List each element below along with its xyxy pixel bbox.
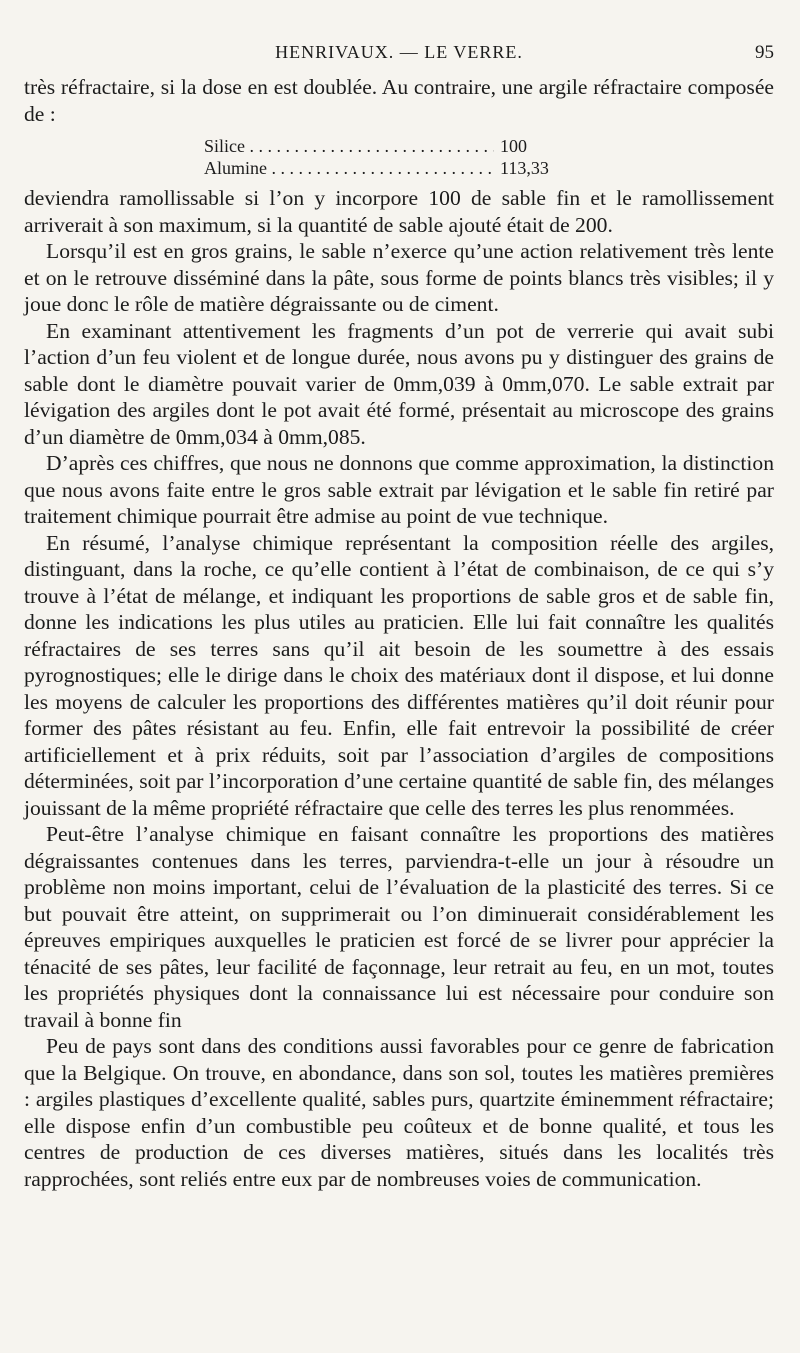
composition-label: Silice . . . [204, 135, 494, 157]
composition-table [204, 135, 774, 179]
composition-value: 113,33 [500, 158, 549, 178]
composition-value: 100 [500, 136, 527, 156]
body-paragraph: deviendra ramollissable si l’on y incorpore 100 de sable fin et le ramollissement arriverait à son maximum, si la quantité de sable ajouté était de 200. [24, 186, 774, 237]
running-head [24, 42, 774, 66]
body-paragraph: En examinant attentivement les fragments d’un pot de verrerie qui avait subi l’action d’un feu violent et de longue durée, nous avons pu y distinguer des grains de sable dont le diamètre pouvait varier de 0mm,039 à 0mm,070. Le sable extrait par lévigation des argiles dont le pot avait été formé, présentait au microscope des grains d’un diamètre de 0mm,034 à 0mm,085. [24, 318, 774, 449]
page-body [24, 74, 774, 1192]
intro-paragraph: très réfractaire, si la dose en est doublée. Au contraire, une argile réfractaire composée de : [24, 75, 774, 126]
body-paragraph: En résumé, l’analyse chimique représentant la composition réelle des argiles, distinguant, dans la roche, ce qu’elle contient à l’état de combinaison, de ce qui s’y trouve à l’état de mélange, et indiquant les proportions de sable gros et de sable fin, donne les indications les plus utiles au praticien. Elle lui fait connaître les qualités réfractaires de ses terres sans qu’il ait besoin de les soumettre à des essais pyrognostiques; elle le dirige dans le choix des matériaux dont il dispose, et lui donne les moyens de calculer les proportions des différentes matières qu’il doit réunir pour former des pâtes résistant au feu. Enfin, elle fait entrevoir la possibilité de créer artificiellement et à prix réduits, soit par l’association d’argiles de compositions déterminées, soit par l’incorporation d’une certaine quantité de sable fin, des mélanges jouissant de la même propriété réfractaire que celle des terres les plus renommées. [24, 530, 774, 820]
composition-label: Alumine . . . [204, 157, 494, 179]
running-title: HENRIVAUX. — LE VERRE. [275, 42, 523, 62]
body-paragraph: D’après ces chiffres, que nous ne donnons que comme approximation, la distinction que nous avons faite entre le gros sable extrait par lévigation et le sable fin retiré par traitement chimique pourrait être admise au point de vue technique. [24, 451, 774, 528]
page-number: 95 [755, 42, 774, 63]
composition-row [204, 135, 774, 157]
composition-row [204, 157, 774, 179]
body-paragraph: Peu de pays sont dans des conditions aussi favorables pour ce genre de fabrication que la Belgique. On trouve, en abondance, dans son sol, toutes les matières premières : argiles plastiques d’excellente qualité, sables purs, quartzite éminemment réfractaire; elle dispose enfin d’un combustible peu coûteux et de bonne qualité, et tous les centres de production de ces diverses matières, situés dans les localités très rapprochées, sont reliés entre eux par de nombreuses voies de communication. [24, 1034, 774, 1191]
body-paragraph: Lorsqu’il est en gros grains, le sable n’exerce qu’une action relativement très lente et on le retrouve disséminé dans la pâte, sous forme de points blancs très visibles; il y joue donc le rôle de matière dégraissante ou de ciment. [24, 239, 774, 316]
body-paragraph: Peut-être l’analyse chimique en faisant connaître les proportions des matières dégraissantes contenues dans les terres, parviendra-t-elle un jour à résoudre un problème non moins important, celui de l’évaluation de la plasticité des terres. Si ce but pouvait être atteint, on supprimerait ou l’on diminuerait considérablement les épreuves empiriques auxquelles le praticien est forcé de se livrer pour apprécier la ténacité de ses pâtes, leur facilité de façonnage, leur retrait au feu, en un mot, toutes les propriétés physiques dont la connaissance lui est nécessaire pour conduire son travail à bonne fin [24, 822, 774, 1032]
